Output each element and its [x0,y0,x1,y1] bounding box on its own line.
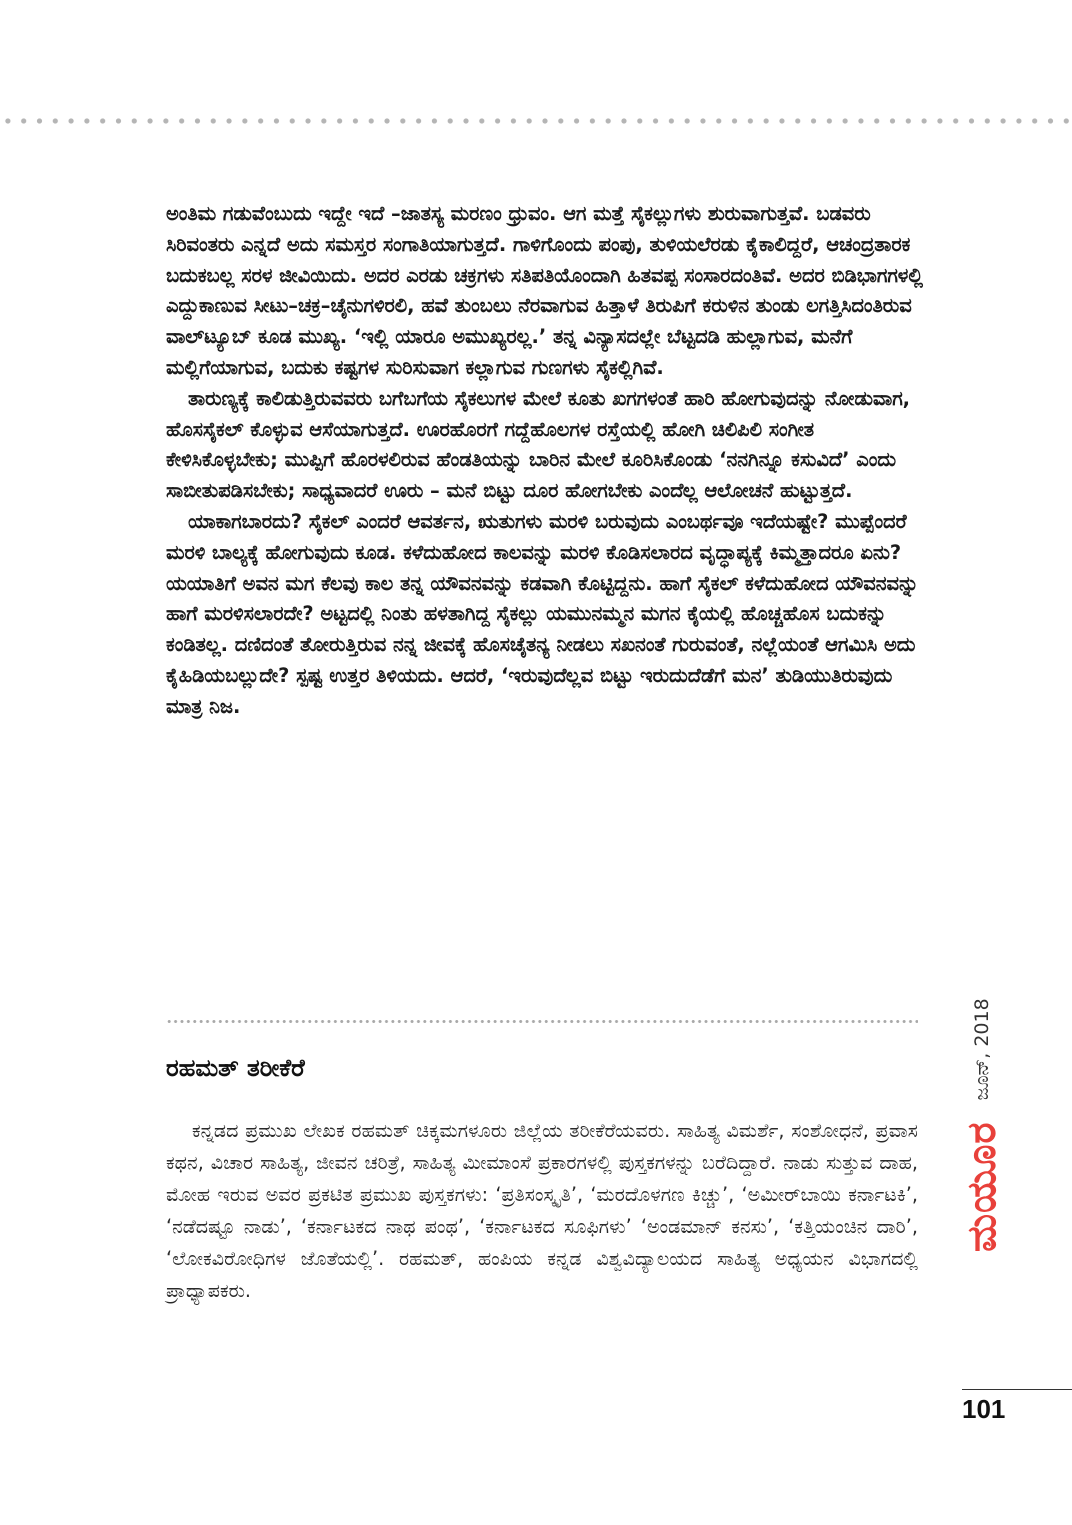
author-bio: ಕನ್ನಡದ ಪ್ರಮುಖ ಲೇಖಕ ರಹಮತ್ ಚಿಕ್ಕಮಗಳೂರು ಜಿಲ್ಲೆಯ ತರೀಕೆರೆಯವರು. ಸಾಹಿತ್ಯ ವಿಮರ್ಶೆ, ಸಂಶೋಧನೆ, ಪ್ರವಾಸ ಕಥನ, ವಿಚಾರ ಸಾಹಿತ್ಯ, ಜೀವನ ಚರಿತ್ರೆ, ಸಾಹಿತ್ಯ ಮೀಮಾಂಸೆ ಪ್ರಕಾರಗಳಲ್ಲಿ ಪುಸ್ತಕಗಳನ್ನು ಬರೆದಿದ್ದಾರೆ. ನಾಡು ಸುತ್ತುವ ದಾಹ, ಮೋಹ ಇರುವ ಅವರ ಪ್ರಕಟಿತ ಪ್ರಮುಖ ಪುಸ್ತಕಗಳು: ‘ಪ್ರತಿಸಂಸ್ಕೃತಿ’, ‘ಮರದೊಳಗಣ ಕಿಚ್ಚು’, ‘ಅಮೀರ್‌ಬಾಯಿ ಕರ್ನಾಟಕಿ’, ‘ನಡೆದಷ್ಟೂ ನಾಡು’, ‘ಕರ್ನಾಟಕದ ನಾಥ ಪಂಥ’, ‘ಕರ್ನಾಟಕದ ಸೂಫಿಗಳು’ ‘ಅಂಡಮಾನ್ ಕನಸು’, ‘ಕತ್ತಿಯಂಚಿನ ದಾರಿ’, ‘ಲೋಕವಿರೋಧಿಗಳ ಜೊತೆಯಲ್ಲಿ’. ರಹಮತ್, ಹಂಪಿಯ ಕನ್ನಡ ವಿಶ್ವವಿದ್ಯಾಲಯದ ಸಾಹಿತ್ಯ ಅಧ್ಯಯನ ವಿಭಾಗದಲ್ಲಿ ಪ್ರಾಧ್ಯಾಪಕರು. [166,1119,918,1302]
article-paragraph-1: ಅಂತಿಮ ಗಡುವೆಂಬುದು ಇದ್ದೇ ಇದೆ –ಜಾತಸ್ಯ ಮರಣಂ ಧ್ರುವಂ. ಆಗ ಮತ್ತೆ ಸೈಕಲ್ಲುಗಳು ಶುರುವಾಗುತ್ತವೆ. ಬಡವರು ಸಿರಿವಂತರು ಎನ್ನದೆ ಅದು ಸಮಸ್ತರ ಸಂಗಾತಿಯಾಗುತ್ತದೆ. ಗಾಳಿಗೊಂದು ಪಂಪು, ತುಳಿಯಲೆರಡು ಕೈಕಾಲಿದ್ದರೆ, ಆಚಂದ್ರತಾರಕ ಬದುಕಬಲ್ಲ ಸರಳ ಜೀವಿಯಿದು. ಅದರ ಎರಡು ಚಕ್ರಗಳು ಸತಿಪತಿಯೊಂದಾಗಿ ಹಿತವಪ್ಪ ಸಂಸಾರದಂತಿವೆ. ಅದರ ಬಿಡಿಭಾಗಗಳಲ್ಲಿ ಎದ್ದುಕಾಣುವ ಸೀಟು–ಚಕ್ರ–ಚೈನುಗಳಿರಲಿ, ಹವೆ ತುಂಬಲು ನೆರವಾಗುವ ಹಿತ್ತಾಳೆ ತಿರುಪಿಗೆ ಕರುಳಿನ ತುಂಡು ಲಗತ್ತಿಸಿದಂತಿರುವ ವಾಲ್‌ಟ್ಯೂಬ್ ಕೂಡ ಮುಖ್ಯ. ‘ಇಲ್ಲಿ ಯಾರೂ ಅಮುಖ್ಯರಲ್ಲ.’ ತನ್ನ ವಿನ್ಯಾಸದಲ್ಲೇ ಬೆಟ್ಟದಡಿ ಹುಲ್ಲಾಗುವ, ಮನೆಗೆ ಮಲ್ಲಿಗೆಯಾಗುವ, ಬದುಕು ಕಷ್ಟಗಳ ಸುರಿಸುವಾಗ ಕಲ್ಲಾಗುವ ಗುಣಗಳು ಸೈಕಲ್ಲಿಗಿವೆ. [166,202,923,379]
article-paragraph-3: ಯಾಕಾಗಬಾರದು? ಸೈಕಲ್ ಎಂದರೆ ಆವರ್ತನ, ಋತುಗಳು ಮರಳಿ ಬರುವುದು ಎಂಬರ್ಥವೂ ಇದೆಯಷ್ಟೇ? ಮುಪ್ಪೆಂದರೆ ಮರಳಿ ಬಾಲ್ಯಕ್ಕೆ ಹೋಗುವುದು ಕೂಡ. ಕಳೆದುಹೋದ ಕಾಲವನ್ನು ಮರಳಿ ಕೊಡಿಸಲಾರದ ವೃದ್ಧಾಪ್ಯಕ್ಕೆ ಕಿಮ್ಮತ್ತಾದರೂ ಏನು? ಯಯಾತಿಗೆ ಅವನ ಮಗ ಕೆಲವು ಕಾಲ ತನ್ನ ಯೌವನವನ್ನು ಕಡವಾಗಿ ಕೊಟ್ಟಿದ್ದನು. ಹಾಗೆ ಸೈಕಲ್ ಕಳೆದುಹೋದ ಯೌವನವನ್ನು ಹಾಗೆ ಮರಳಿಸಲಾರದೇ? ಅಟ್ಟದಲ್ಲಿ ನಿಂತು ಹಳತಾಗಿದ್ದ ಸೈಕಲ್ಲು ಯಮುನಮ್ಮನ ಮಗನ ಕೈಯಲ್ಲಿ ಹೊಚ್ಚಹೊಸ ಬದುಕನ್ನು ಕಂಡಿತಲ್ಲ. ದಣಿದಂತೆ ತೋರುತ್ತಿರುವ ನನ್ನ ಜೀವಕ್ಕೆ ಹೊಸಚೈತನ್ಯ ನೀಡಲು ಸಖನಂತೆ ಗುರುವಂತೆ, ನಲ್ಲೆಯಂತೆ ಆಗಮಿಸಿ ಅದು ಕೈಹಿಡಿಯಬಲ್ಲುದೇ? ಸ್ಪಷ್ಟ ಉತ್ತರ ತಿಳಿಯದು. ಆದರೆ, ‘ಇರುವುದೆಲ್ಲವ ಬಿಟ್ಟು ಇರುದುದೆಡೆಗೆ ಮನ’ ತುಡಿಯುತಿರುವುದು ಮಾತ್ರ ನಿಜ. [166,509,919,718]
magazine-side-banner [959,998,1005,1252]
author-name-heading: ರಹಮತ್ ತರೀಕೆರೆ [166,1054,305,1082]
page-number-rule [962,1389,1072,1390]
page-number: 101 [962,1394,1006,1424]
issue-date: ಜೂನ್, 2018 [971,998,993,1101]
article-paragraph-2: ತಾರುಣ್ಯಕ್ಕೆ ಕಾಲಿಡುತ್ತಿರುವವರು ಬಗೆಬಗೆಯ ಸೈಕಲುಗಳ ಮೇಲೆ ಕೂತು ಖಗಗಳಂತೆ ಹಾರಿ ಹೋಗುವುದನ್ನು ನೋಡುವಾಗ, ಹೊಸಸೈಕಲ್ ಕೊಳ್ಳುವ ಆಸೆಯಾಗುತ್ತದೆ. ಊರಹೊರಗೆ ಗದ್ದೆಹೊಲಗಳ ರಸ್ತೆಯಲ್ಲಿ ಹೋಗಿ ಚಿಲಿಪಿಲಿ ಸಂಗೀತ ಕೇಳಿಸಿಕೊಳ್ಳಬೇಕು; ಮುಪ್ಪಿಗೆ ಹೊರಳಲಿರುವ ಹೆಂಡತಿಯನ್ನು ಬಾರಿನ ಮೇಲೆ ಕೂರಿಸಿಕೊಂಡು ‘ನನಗಿನ್ನೂ ಕಸುವಿದೆ’ ಎಂದು ಸಾಬೀತುಪಡಿಸಬೇಕು; ಸಾಧ್ಯವಾದರೆ ಊರು – ಮನೆ ಬಿಟ್ಟು ದೂರ ಹೋಗಬೇಕು ಎಂದೆಲ್ಲ ಆಲೋಚನೆ ಹುಟ್ಟುತ್ತದೆ. [166,386,911,503]
magazine-masthead: ಮಯೂರ [959,1121,1005,1252]
top-dotted-divider [0,117,1072,125]
article-body [166,199,926,723]
section-dotted-divider [166,1019,918,1024]
